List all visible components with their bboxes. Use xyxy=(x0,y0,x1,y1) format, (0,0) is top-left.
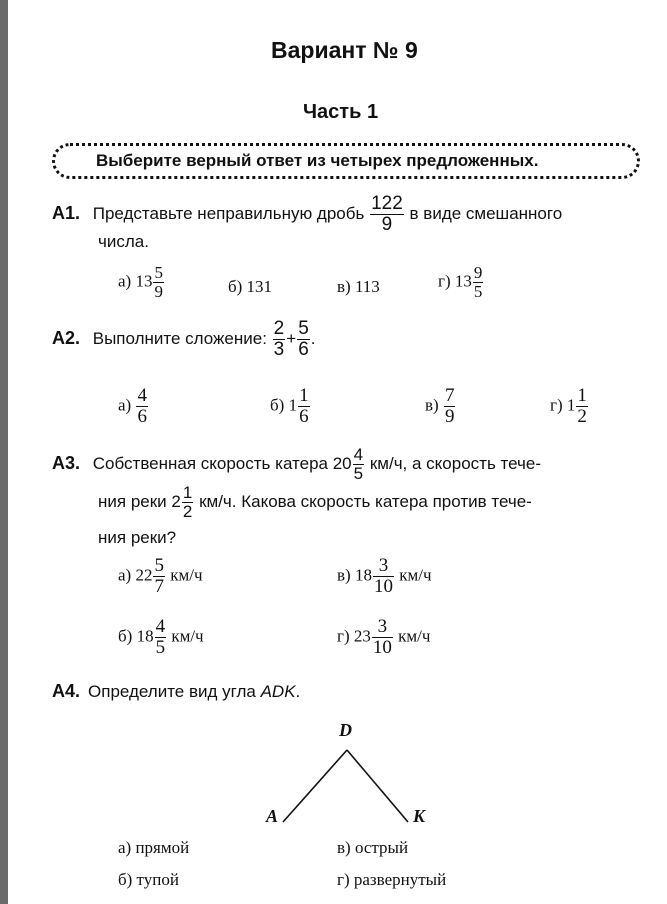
option-prefix: б) xyxy=(270,395,289,415)
numerator: 1 xyxy=(182,483,193,502)
option-v[interactable]: в) острый xyxy=(337,838,409,857)
numerator: 3 xyxy=(373,556,394,577)
question-text: км/ч, а скорость тече- xyxy=(369,453,541,473)
question-text: в виде смешанного xyxy=(409,203,563,223)
denominator: 10 xyxy=(372,636,392,658)
whole-part: 2 xyxy=(171,491,181,511)
point-label-a: A xyxy=(266,806,279,826)
variant-title: Вариант № 9 xyxy=(271,37,418,63)
option-prefix: а) xyxy=(118,271,136,291)
option-a[interactable]: а) прямой xyxy=(118,838,190,857)
option-prefix: а) xyxy=(118,565,136,585)
option-b[interactable]: б) тупой xyxy=(118,870,179,889)
period: . xyxy=(310,328,316,348)
option-prefix: в) xyxy=(425,395,443,415)
whole-part: 18 xyxy=(136,626,154,646)
numerator: 4 xyxy=(155,616,166,637)
option-prefix: г) xyxy=(550,395,567,415)
part-title: Часть 1 xyxy=(303,101,379,123)
denominator: 5 xyxy=(155,636,166,658)
denominator: 6 xyxy=(299,405,309,427)
denominator: 9 xyxy=(381,213,393,235)
option-prefix: а) xyxy=(118,395,136,415)
numerator: 122 xyxy=(371,193,403,214)
numerator: 5 xyxy=(154,555,164,576)
ray-dk xyxy=(347,750,408,822)
unit-label: км/ч xyxy=(170,565,203,585)
question-number: А2. xyxy=(52,327,81,348)
question-a3-line3: ния реки? xyxy=(98,528,177,547)
option-v[interactable]: в) 113 xyxy=(337,277,380,296)
question-text-line2: числа. xyxy=(98,232,149,251)
whole-part: 13 xyxy=(454,271,472,291)
vertex-label-d: D xyxy=(339,720,352,740)
numerator: 2 xyxy=(273,318,285,339)
angle-name: ADK xyxy=(260,682,296,701)
option-g[interactable]: г) развернутый xyxy=(337,870,447,889)
point-label-k: K xyxy=(413,806,426,826)
denominator: 6 xyxy=(137,405,147,427)
question-text: Представьте неправильную дробь xyxy=(92,203,365,223)
question-text: ния реки xyxy=(98,491,167,511)
denominator: 7 xyxy=(154,575,164,597)
unit-label: км/ч xyxy=(399,565,432,585)
option-b[interactable]: б) 131 xyxy=(228,277,273,296)
instruction-text: Выберите верный ответ из четырех предложенных. xyxy=(96,151,539,170)
whole-part: 13 xyxy=(135,271,153,291)
numerator: 7 xyxy=(444,385,455,406)
numerator: 5 xyxy=(154,263,163,282)
plus-sign: + xyxy=(286,328,297,348)
option-prefix: в) xyxy=(337,565,355,585)
denominator: 2 xyxy=(577,405,587,427)
whole-part: 1 xyxy=(566,395,576,415)
question-text: Определите вид угла xyxy=(88,682,261,701)
option-prefix: г) xyxy=(438,271,455,291)
ray-da xyxy=(283,750,347,822)
numerator: 1 xyxy=(577,385,587,406)
unit-label: км/ч xyxy=(398,626,431,646)
question-text: Собственная скорость катера xyxy=(92,453,328,473)
numerator: 5 xyxy=(298,318,309,339)
question-text: км/ч. Какова скорость катера против тече- xyxy=(199,491,532,511)
denominator: 9 xyxy=(154,281,163,301)
option-prefix: б) xyxy=(118,626,137,646)
question-number: А1. xyxy=(52,202,81,223)
whole-part: 23 xyxy=(353,626,371,646)
denominator: 9 xyxy=(444,405,455,427)
numerator: 1 xyxy=(299,385,309,406)
denominator: 2 xyxy=(182,501,193,521)
period: . xyxy=(295,682,301,701)
denominator: 6 xyxy=(298,338,309,360)
option-prefix: г) xyxy=(337,626,354,646)
whole-part: 18 xyxy=(354,565,372,585)
whole-part: 1 xyxy=(288,395,298,415)
question-text: Выполните сложение: xyxy=(92,328,267,348)
denominator: 3 xyxy=(273,338,285,360)
numerator: 9 xyxy=(473,263,483,282)
question-number: А4. xyxy=(52,681,81,701)
unit-label: км/ч xyxy=(171,626,204,646)
denominator: 10 xyxy=(373,575,393,597)
whole-part: 20 xyxy=(332,453,352,473)
question-number: А3. xyxy=(52,452,81,473)
denominator: 5 xyxy=(473,281,483,301)
whole-part: 22 xyxy=(135,565,153,585)
denominator: 5 xyxy=(353,463,364,483)
numerator: 4 xyxy=(137,385,147,406)
numerator: 3 xyxy=(372,617,393,638)
numerator: 4 xyxy=(353,445,364,464)
